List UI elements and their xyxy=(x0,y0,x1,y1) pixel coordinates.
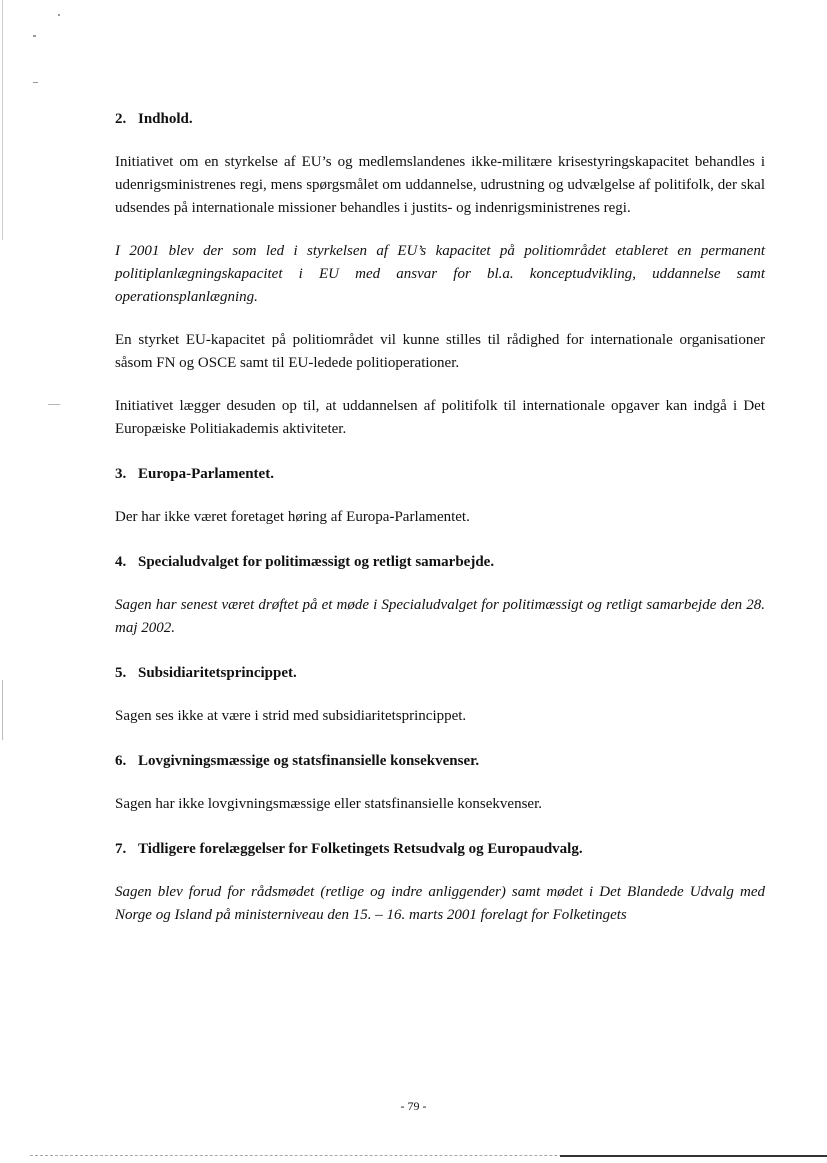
paragraph-italic: Sagen har senest været drøftet på et møde i Specialudvalget for politimæssigt og retligt samarbejde den 28. maj 2002. xyxy=(115,597,765,636)
paragraph: Sagen ses ikke at være i strid med subsidiaritetsprincippet. xyxy=(115,708,467,724)
scan-artifact xyxy=(33,82,38,83)
paragraph-italic: I 2001 blev der som led i styrkelsen af EU’s kapacitet på politiområdet etableret en permanent politiplanlægningskapacitet i EU med ansvar for bl.a. konceptudvikling, uddannelse samt operationsplanlægning. xyxy=(115,243,765,305)
section-title: Europa-Parlamentet. xyxy=(138,466,274,482)
paragraph-spacer xyxy=(115,220,765,240)
section-number: 4. xyxy=(115,554,127,570)
section-number: 6. xyxy=(115,753,127,769)
scan-artifact xyxy=(58,14,60,16)
paragraph: Initiativet om en styrkelse af EU’s og medlemslandenes ikke-militære krisestyringskapacitet behandles i udenrigsministrenes regi, mens spørgsmålet om uddannelse, udrustning og udvælgelse af politifolk, der skal udsendes på internationale missioner behandles i justits- og indenrigsministrenes regi. xyxy=(115,154,765,216)
section-title: Lovgivningsmæssige og statsfinansielle konsekvenser. xyxy=(138,753,480,769)
section-heading xyxy=(115,750,765,773)
section-heading xyxy=(115,108,765,131)
paragraph-spacer xyxy=(115,375,765,395)
section-title: Tidligere forelæggelser for Folketingets Retsudvalg og Europaudvalg. xyxy=(138,841,583,857)
section-spacer xyxy=(115,728,765,750)
paragraph: Sagen har ikke lovgivningsmæssige eller statsfinansielle konsekvenser. xyxy=(115,796,543,812)
scan-artifact xyxy=(2,0,3,240)
section-heading xyxy=(115,662,765,685)
page-number: - 79 - xyxy=(400,1099,427,1113)
section-heading xyxy=(115,551,765,574)
section-number: 5. xyxy=(115,665,127,681)
paragraph: En styrket EU-kapacitet på politiområdet vil kunne stilles til rådighed for internationale organisationer såsom FN og OSCE samt til EU-ledede politioperationer. xyxy=(115,332,765,371)
section-number: 3. xyxy=(115,466,127,482)
paragraph-spacer xyxy=(115,131,765,151)
scan-artifact xyxy=(33,35,36,37)
paragraph-spacer xyxy=(115,773,765,793)
scan-edge-line-dark xyxy=(560,1155,827,1157)
document-body xyxy=(115,108,765,927)
paragraph: Der har ikke været foretaget høring af Europa-Parlamentet. xyxy=(115,509,470,525)
paragraph-italic: Sagen blev forud for rådsmødet (retlige og indre anliggender) samt mødet i Det Blandede Udvalg med Norge og Island på ministerniveau den 15. – 16. marts 2001 forelagt for Folketingets xyxy=(115,884,765,923)
section-title: Indhold. xyxy=(138,111,193,127)
section-heading xyxy=(115,838,765,861)
scan-artifact xyxy=(48,404,60,405)
section-spacer xyxy=(115,529,765,551)
section-spacer xyxy=(115,640,765,662)
paragraph-spacer xyxy=(115,861,765,881)
paragraph: Initiativet lægger desuden op til, at uddannelsen af politifolk til internationale opgaver kan indgå i Det Europæiske Politiakademis aktiviteter. xyxy=(115,398,765,437)
section-spacer xyxy=(115,816,765,838)
section-title: Subsidiaritetsprincippet. xyxy=(138,665,297,681)
paragraph-spacer xyxy=(115,486,765,506)
section-number: 2. xyxy=(115,111,127,127)
section-title: Specialudvalget for politimæssigt og retligt samarbejde. xyxy=(138,554,495,570)
section-spacer xyxy=(115,441,765,463)
paragraph-spacer xyxy=(115,685,765,705)
section-heading xyxy=(115,463,765,486)
paragraph-spacer xyxy=(115,574,765,594)
paragraph-spacer xyxy=(115,309,765,329)
scan-artifact xyxy=(2,680,3,740)
section-number: 7. xyxy=(115,841,127,857)
